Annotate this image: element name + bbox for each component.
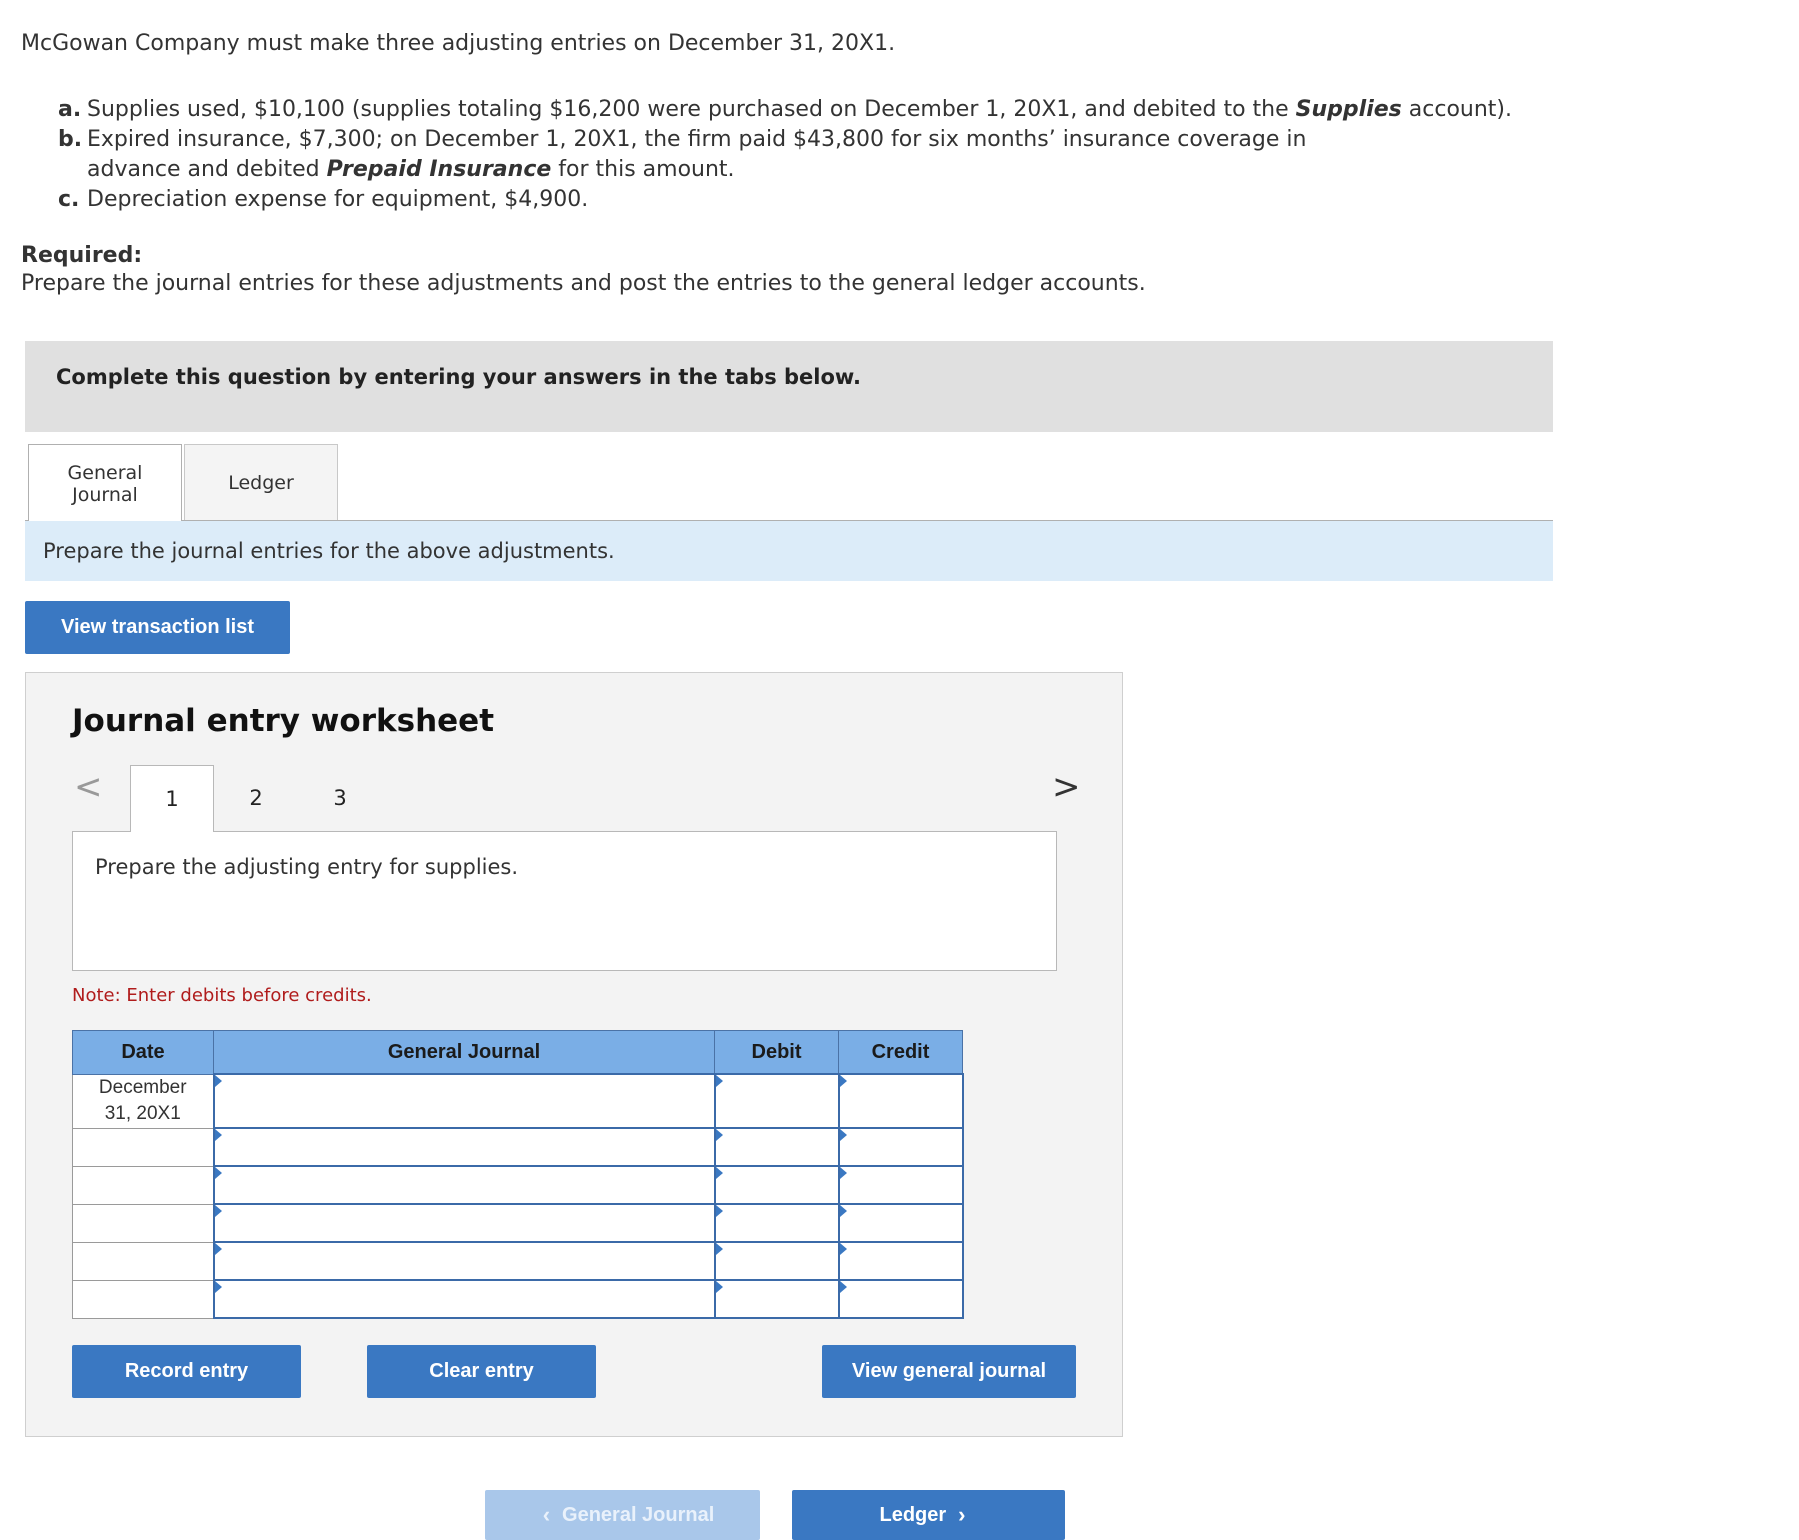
worksheet-title: Journal entry worksheet [72, 703, 495, 739]
debit-input[interactable] [715, 1166, 839, 1204]
credit-input[interactable] [839, 1074, 963, 1128]
chevron-right-icon: › [958, 1502, 966, 1527]
date-cell [73, 1242, 214, 1280]
column-header-debit: Debit [715, 1031, 839, 1075]
item-label: b. [58, 127, 83, 152]
item-text: Expired insurance, $7,300; on December 1, 20X1, the firm paid $43,800 for six months’ insurance coverage in advance and debited [87, 127, 1307, 182]
problem-items [58, 95, 1558, 215]
required-text: Prepare the journal entries for these adjustments and post the entries to the general ledger accounts. [21, 271, 1146, 296]
entry-prompt-box [72, 831, 1057, 971]
date-cell [73, 1280, 214, 1318]
item-label: a. [58, 97, 82, 122]
problem-intro: McGowan Company must make three adjusting entries on December 31, 20X1. [21, 31, 896, 56]
date-line1: December [98, 1076, 187, 1098]
tab-general-journal[interactable] [28, 444, 182, 522]
credit-input[interactable] [839, 1242, 963, 1280]
entry-note: Note: Enter debits before credits. [72, 985, 372, 1006]
entry-tab-1[interactable]: 1 [130, 765, 214, 832]
record-entry-button[interactable]: Record entry [72, 1345, 301, 1398]
debit-input[interactable] [715, 1074, 839, 1128]
view-general-journal-button[interactable]: View general journal [822, 1345, 1076, 1398]
debit-input[interactable] [715, 1242, 839, 1280]
clear-entry-button[interactable]: Clear entry [367, 1345, 596, 1398]
tab-label: Ledger [228, 471, 294, 494]
debit-input[interactable] [715, 1280, 839, 1318]
entry-tab-2[interactable]: 2 [249, 786, 263, 810]
credit-input[interactable] [839, 1128, 963, 1166]
entry-prompt: Prepare the adjusting entry for supplies. [95, 855, 519, 879]
date-cell [73, 1166, 214, 1204]
item-text: Depreciation expense for equipment, $4,900. [87, 187, 589, 212]
next-button-label: Ledger [879, 1503, 947, 1526]
chevron-left-icon[interactable]: < [74, 767, 103, 807]
date-line2: 31, 20X1 [104, 1102, 181, 1124]
item-emphasis: Supplies [1295, 97, 1402, 122]
view-transaction-list-button[interactable]: View transaction list [25, 601, 290, 654]
account-select[interactable] [214, 1204, 715, 1242]
credit-input[interactable] [839, 1166, 963, 1204]
credit-input[interactable] [839, 1280, 963, 1318]
account-select[interactable] [214, 1280, 715, 1318]
column-header-credit: Credit [839, 1031, 963, 1075]
chevron-left-icon: ‹ [542, 1502, 551, 1527]
prev-button-label: General Journal [562, 1503, 715, 1526]
date-cell [73, 1128, 214, 1166]
account-select[interactable] [214, 1166, 715, 1204]
item-text-tail: for this amount. [551, 157, 735, 182]
tab-instruction-text: Prepare the journal entries for the above adjustments. [43, 539, 615, 563]
problem-item-c [58, 185, 1558, 215]
tab-label-line1: General [67, 461, 143, 484]
tab-ledger[interactable] [184, 444, 338, 520]
item-text: Supplies used, $10,100 (supplies totaling $16,200 were purchased on December 1, 20X1, and debited to the [87, 97, 1296, 122]
account-select[interactable] [214, 1074, 715, 1128]
table-row [73, 1166, 963, 1204]
tab-instruction-banner [25, 521, 1553, 581]
table-row [73, 1074, 963, 1128]
debit-input[interactable] [715, 1128, 839, 1166]
problem-item-b [58, 125, 1372, 185]
required-title: Required: [21, 243, 143, 268]
table-row [73, 1242, 963, 1280]
account-select[interactable] [214, 1242, 715, 1280]
date-cell [73, 1204, 214, 1242]
entry-tab-3[interactable]: 3 [333, 786, 347, 810]
next-ledger-button[interactable] [792, 1490, 1065, 1540]
column-header-general-journal: General Journal [214, 1031, 715, 1075]
credit-input[interactable] [839, 1204, 963, 1242]
item-emphasis: Prepaid Insurance [326, 157, 552, 182]
item-text-tail: account). [1401, 97, 1512, 122]
account-select[interactable] [214, 1128, 715, 1166]
instructions-banner [25, 341, 1553, 432]
table-row [73, 1280, 963, 1318]
banner-text: Complete this question by entering your answers in the tabs below. [56, 365, 861, 389]
date-cell [73, 1074, 214, 1128]
prev-general-journal-button[interactable] [485, 1490, 760, 1540]
table-row [73, 1204, 963, 1242]
item-label: c. [58, 187, 80, 212]
problem-item-a [58, 95, 1558, 125]
journal-entry-table [72, 1030, 964, 1319]
table-row [73, 1128, 963, 1166]
column-header-date: Date [73, 1031, 214, 1075]
tab-label-line2: Journal [72, 483, 138, 506]
chevron-right-icon[interactable]: > [1052, 767, 1081, 807]
debit-input[interactable] [715, 1204, 839, 1242]
